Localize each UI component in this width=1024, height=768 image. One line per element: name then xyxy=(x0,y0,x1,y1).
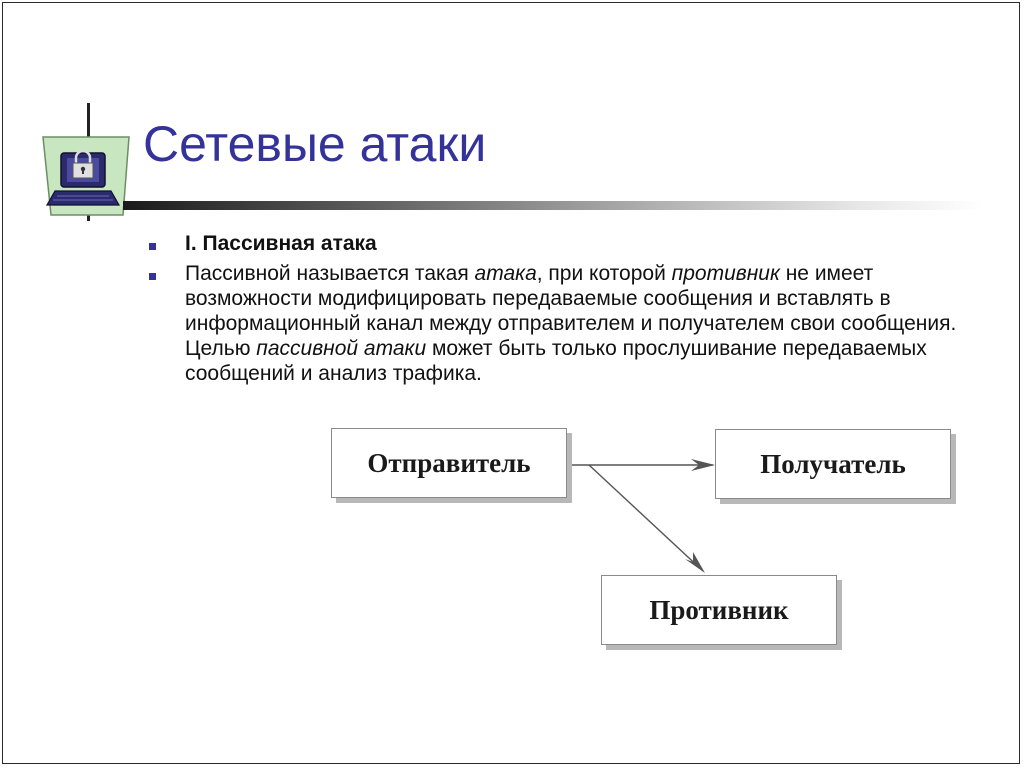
bullet-heading-text: I. Пассивная атака xyxy=(185,232,377,255)
term-attack: атака xyxy=(474,262,537,285)
bullet-item-heading xyxy=(145,231,965,257)
arrowhead-adversary xyxy=(685,552,705,573)
text-segment: не имеет возможности модифицировать передаваемые сообщения и вставлять в информационный канал между отправителем и получателем свои сообщения. Целью xyxy=(185,262,957,360)
text-segment: может быть только прослушивание передаваемых сообщений и анализ трафика. xyxy=(185,337,927,385)
title-divider xyxy=(123,201,983,210)
bullet-list xyxy=(145,231,965,390)
term-adversary: противник xyxy=(671,262,780,285)
receiver-box: Получатель xyxy=(715,429,951,499)
slide-title: Сетевые атаки xyxy=(143,116,487,172)
arrow-sender-to-adversary xyxy=(589,465,703,571)
bullet-square-icon xyxy=(149,243,156,250)
text-segment: , при которой xyxy=(536,262,672,285)
definition-text xyxy=(185,262,956,385)
bullet-square-icon xyxy=(149,273,156,280)
bullet-item-definition xyxy=(145,261,965,386)
slide xyxy=(2,2,1020,764)
text-segment: Пассивной называется такая xyxy=(185,262,475,285)
adversary-box: Противник xyxy=(601,575,837,645)
passive-attack-diagram xyxy=(321,421,971,661)
sender-box: Отправитель xyxy=(331,428,567,498)
term-passive-attack: пассивной атаки xyxy=(256,337,427,360)
locked-computer-icon xyxy=(37,101,137,223)
